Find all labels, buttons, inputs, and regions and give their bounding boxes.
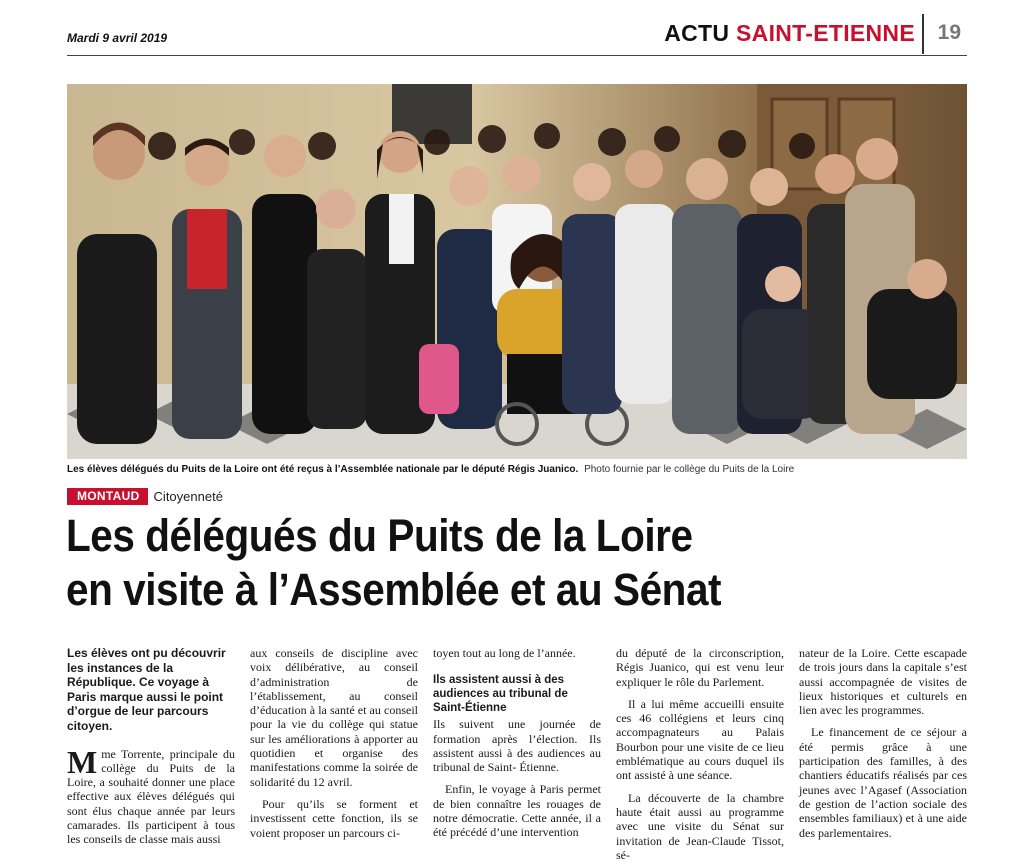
header-divider bbox=[922, 14, 924, 54]
topic-label: Citoyenneté bbox=[153, 488, 223, 504]
paragraph: Pour qu’ils se forment et investissent cette fonction, ils se voient proposer un parcours ci- bbox=[250, 796, 418, 840]
paragraph: du député de la circonscription, Régis Juanico, qui est venu leur expliquer le rôle du Parlement. bbox=[616, 646, 784, 689]
paragraph: Ils suivent une journée de formation après l’élection. Ils assistent aussi à des audiences au tribunal de Saint- Étienne. bbox=[433, 717, 601, 775]
article-lede: Les élèves ont pu découvrir les instances de la République. Ce voyage à Paris marque aussi le point d’orgue de leur parcours citoyen. bbox=[67, 646, 226, 733]
group-photo-illustration bbox=[67, 84, 967, 459]
section-subhead: Ils assistent aussi à des audiences au tribunal de Saint-Étienne bbox=[433, 674, 568, 715]
paragraph: toyen tout au long de l’année. bbox=[433, 646, 576, 660]
issue-date: Mardi 9 avril 2019 bbox=[67, 31, 168, 45]
article-column-1 bbox=[67, 646, 235, 847]
article-column-2 bbox=[250, 646, 418, 840]
paragraph bbox=[67, 743, 235, 847]
article-column-5 bbox=[799, 646, 967, 840]
photo-credit: Photo fournie par le collège du Puits de la Loire bbox=[584, 464, 795, 475]
paragraph: La découverte de la chambre haute était aussi au programme avec une visite du Sénat sur invitation de Jean-Claude Tissot, sé- bbox=[616, 790, 784, 862]
group-photo bbox=[67, 84, 967, 459]
headline-line-1: Les délégués du Puits de la Loire bbox=[66, 510, 693, 561]
article-body bbox=[67, 646, 967, 862]
paragraph: nateur de la Loire. Cette escapade de trois jours dans la capitale s’est aussi accompagnée de visites de lieux historiques et culturels en lien avec les programmes. bbox=[799, 646, 967, 718]
paragraph: Il a lui même accueilli ensuite ces 46 collégiens et leurs cinq accompagnateurs au Palais Bourbon pour une visite de ce lieu emblématique au cours duquel ils ont assisté à une séance. bbox=[616, 696, 784, 783]
paragraph: Enfin, le voyage à Paris permet de bien connaître les rouages de notre démocratie. Cette année, il a été précédé d’une intervention bbox=[433, 782, 601, 840]
paragraph: Le financement de ce séjour a été permis grâce à une participation des familles, à des chantiers éducatifs réalisés par ces jeunes avec l’Agasef (Association de gestion de l’action sociale des ensembles familiaux) et à une aide des parlementaires. bbox=[799, 725, 967, 840]
location-tag: MONTAUD bbox=[67, 488, 148, 505]
header-rule bbox=[67, 55, 967, 56]
article-column-3 bbox=[433, 646, 601, 840]
article-kicker bbox=[67, 487, 223, 505]
photo-caption bbox=[67, 463, 967, 476]
page-header bbox=[67, 14, 967, 56]
section-title bbox=[664, 20, 915, 47]
article-headline bbox=[66, 509, 881, 617]
article-column-4 bbox=[616, 646, 784, 862]
drop-cap: M bbox=[67, 743, 98, 780]
section-prefix: ACTU bbox=[664, 20, 730, 46]
caption-text: Les élèves délégués du Puits de la Loire ont été reçus à l’Assemblée nationale par le député Régis Juanico. bbox=[67, 464, 579, 475]
paragraph-text: me Torrente, principale du collège du Puits de la Loire, a souhaité donner une place effective aux élèves délégués qui sont élus chaque année par leurs camarades. Ils participent à tous les conseils de classe mais aussi bbox=[67, 746, 235, 847]
page-number: 19 bbox=[937, 21, 961, 44]
paragraph: aux conseils de discipline avec voix délibérative, au conseil d’administration de l’établissement, au conseil d’éducation à la santé et au conseil pour la vie du collège qui statue sur les améliorations à apporter au quotidien et organise des manifestations comme la soirée de solidarité du 12 avril. bbox=[250, 646, 418, 789]
headline-line-2: en visite à l’Assemblée et au Sénat bbox=[66, 564, 722, 615]
section-name: SAINT-ETIENNE bbox=[736, 20, 915, 46]
